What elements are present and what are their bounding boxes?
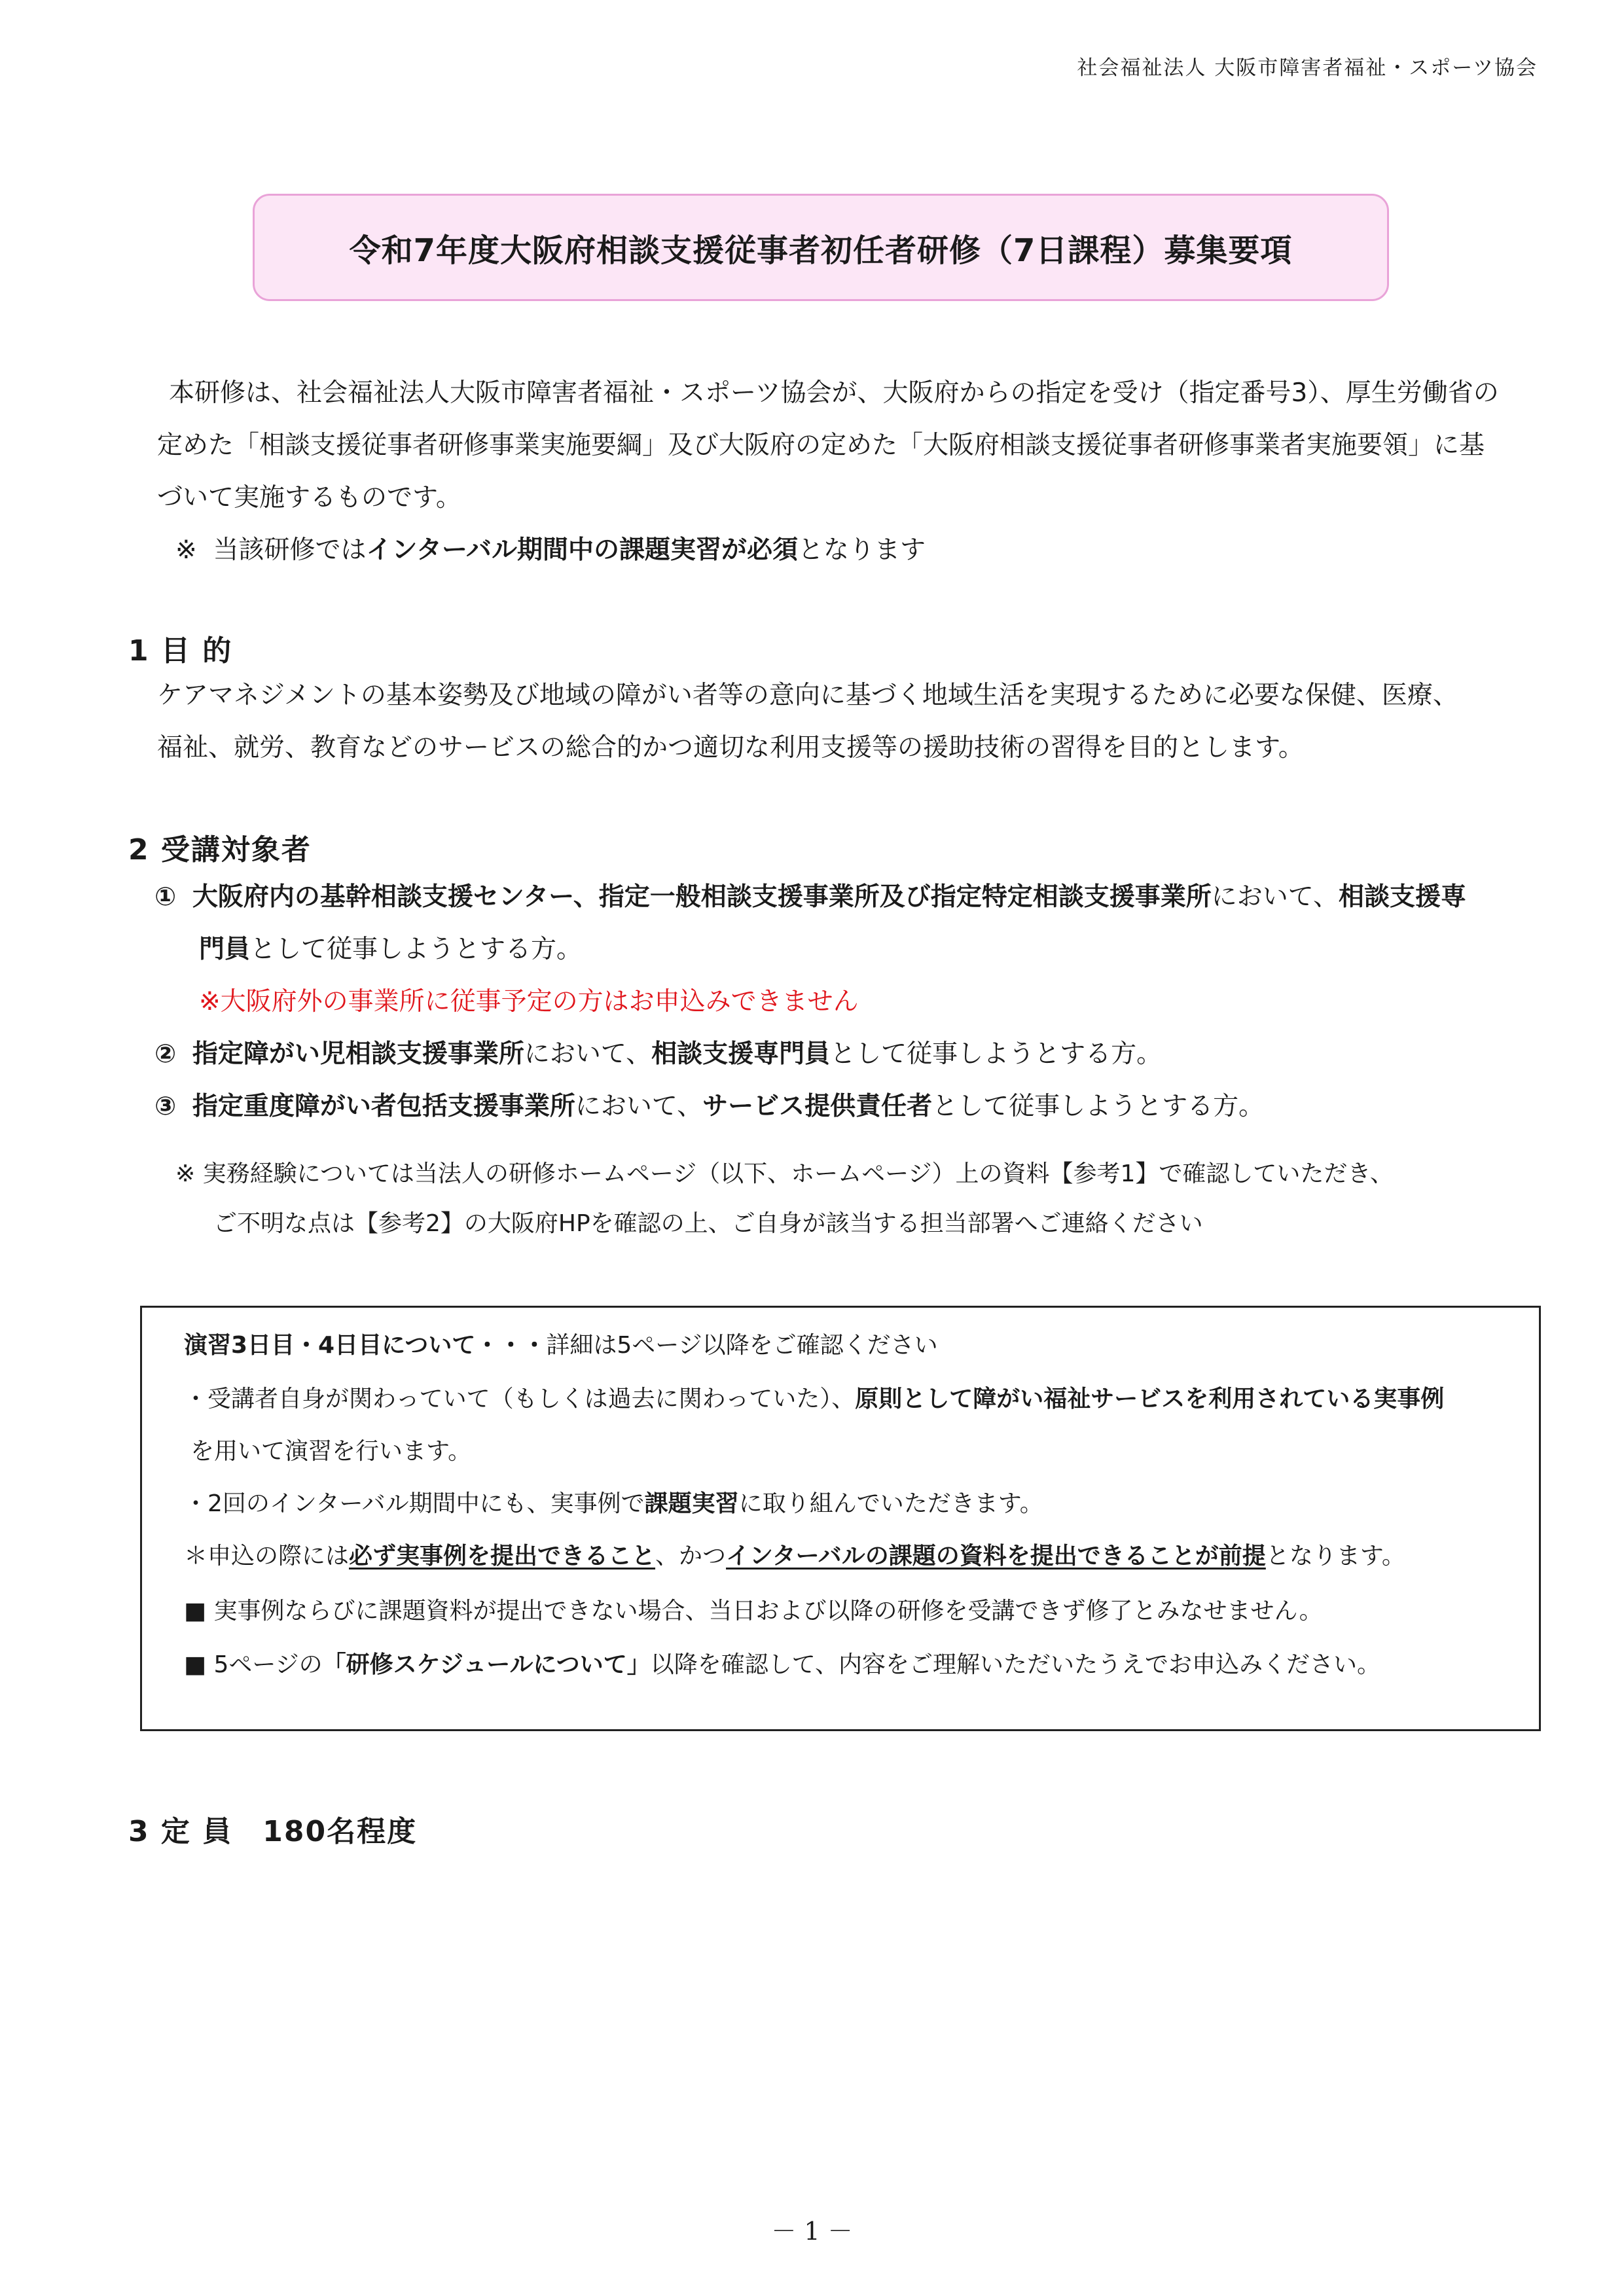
notice-p5-bold: 「研修スケジュールについて」: [322, 1651, 651, 1678]
item-number: ①: [154, 882, 177, 912]
intro-note-pre: 当該研修では: [213, 535, 367, 565]
section-3-heading: 3 定 員 180名程度: [128, 1815, 418, 1848]
item-3-bold-2: サービス提供責任者: [702, 1092, 933, 1121]
target-item-3: [154, 1092, 1264, 1122]
item-2-text-2: として従事しようとする方。: [830, 1039, 1163, 1069]
notice-para-5: [184, 1651, 1380, 1679]
page-number: － 1 －: [771, 2217, 853, 2246]
section-2-heading: 2 受講対象者: [128, 833, 312, 867]
section-1-line-2: 福祉、就労、教育などのサービスの総合的かつ適切な利用支援等の援助技術の習得を目的とします。: [157, 733, 1304, 762]
notice-p3-c: 、かつ: [655, 1543, 727, 1570]
notice-para-1-cont: を用いて演習を行います。: [190, 1438, 472, 1465]
intro-line-3: づいて実施するものです。: [157, 483, 461, 512]
experience-note-line-2: ご不明な点は【参考2】の大阪府HPを確認の上、ご自身が該当する担当部署へご連絡ください: [213, 1210, 1203, 1237]
item-2-text-1: において、: [524, 1039, 652, 1069]
notice-p3-b: 必ず実事例を提出できること: [349, 1543, 656, 1570]
item-3-text-2: として従事しようとする方。: [932, 1092, 1265, 1121]
notice-p5-post: 以降を確認して、内容をご理解いただいたうえでお申込みください。: [650, 1651, 1381, 1678]
notice-para-3: [184, 1542, 1405, 1570]
organization-name: 社会福祉法人 大阪市障害者福祉・スポーツ協会: [1077, 56, 1538, 80]
intro-line-2: 定めた「相談支援従事者研修事業実施要綱」及び大阪府の定めた「大阪府相談支援従事者研修事業者実施要領」に基: [157, 431, 1485, 460]
target-item-1: [154, 882, 1466, 913]
notice-title-bold: 演習3日目・4日目について・・・: [184, 1332, 547, 1359]
item-3-bold-1: 指定重度障がい者包括支援事業所: [192, 1092, 575, 1121]
notice-p3-a: ＊申込の際には: [184, 1543, 350, 1570]
item-number: ③: [154, 1092, 177, 1121]
notice-p3-e: となります。: [1265, 1543, 1405, 1570]
notice-p2-bold: 課題実習: [644, 1490, 739, 1517]
item-number: ②: [154, 1039, 177, 1069]
intro-note: [175, 535, 926, 566]
notice-p2-pre: ・2回のインターバル期間中にも、実事例で: [184, 1490, 645, 1517]
document-title: 令和7年度大阪府相談支援従事者初任者研修（7日課程）募集要項: [349, 232, 1293, 269]
notice-p5-pre: ■ 5ページの: [184, 1651, 323, 1678]
item-2-bold-2: 相談支援専門員: [651, 1039, 831, 1069]
intro-note-post: となります: [798, 535, 926, 565]
item-1-bold-1: 大阪府内の基幹相談支援センター、指定一般相談支援事業所及び指定特定相談支援事業所: [192, 882, 1212, 912]
target-item-2: [154, 1039, 1162, 1070]
notice-para-4: ■ 実事例ならびに課題資料が提出できない場合、当日および以降の研修を受講できず修了とみなせません。: [184, 1598, 1323, 1624]
section-1-line-1: ケアマネジメントの基本姿勢及び地域の障がい者等の意向に基づく地域生活を実現するために必要な保健、医療、: [157, 681, 1458, 710]
notice-title-rest: 詳細は5ページ以降をご確認ください: [546, 1332, 938, 1359]
notice-p1-pre: ・受講者自身が関わっていて（もしくは過去に関わっていた）、: [184, 1386, 856, 1412]
out-of-prefecture-warning: ※大阪府外の事業所に従事予定の方はお申込みできません: [199, 987, 859, 1016]
notice-box: [140, 1306, 1541, 1731]
note-mark: ※: [175, 535, 197, 565]
item-1-bold-2: 相談支援専: [1338, 882, 1466, 912]
item-1-text-1: において、: [1211, 882, 1339, 912]
notice-p3-d: インターバルの課題の資料を提出できることが前提: [726, 1543, 1266, 1570]
experience-note-line-1: ※ 実務経験については当法人の研修ホームページ（以下、ホームページ）上の資料【参考1】で確認していただき、: [175, 1160, 1394, 1187]
title-banner: [253, 194, 1389, 301]
item-1-text-2: として従事しようとする方。: [250, 935, 583, 964]
notice-para-1: [184, 1385, 1444, 1413]
notice-p1-bold: 原則として障がい福祉サービスを利用されている実事例: [855, 1386, 1445, 1412]
item-2-bold-1: 指定障がい児相談支援事業所: [192, 1039, 524, 1069]
item-1-bold-3: 門員: [199, 935, 251, 964]
intro-line-1: 本研修は、社会福祉法人大阪市障害者福祉・スポーツ協会が、大阪府からの指定を受け（指定番号3）、厚生労働省の: [169, 378, 1499, 408]
intro-note-bold: インターバル期間中の課題実習が必須: [366, 535, 798, 565]
item-3-text-1: において、: [575, 1092, 703, 1121]
notice-p2-post: に取り組んでいただきます。: [738, 1490, 1043, 1517]
notice-title: [184, 1331, 938, 1359]
section-1-heading: 1 目 的: [128, 634, 233, 668]
target-item-1-cont: [199, 935, 582, 965]
notice-para-2: [184, 1490, 1043, 1518]
